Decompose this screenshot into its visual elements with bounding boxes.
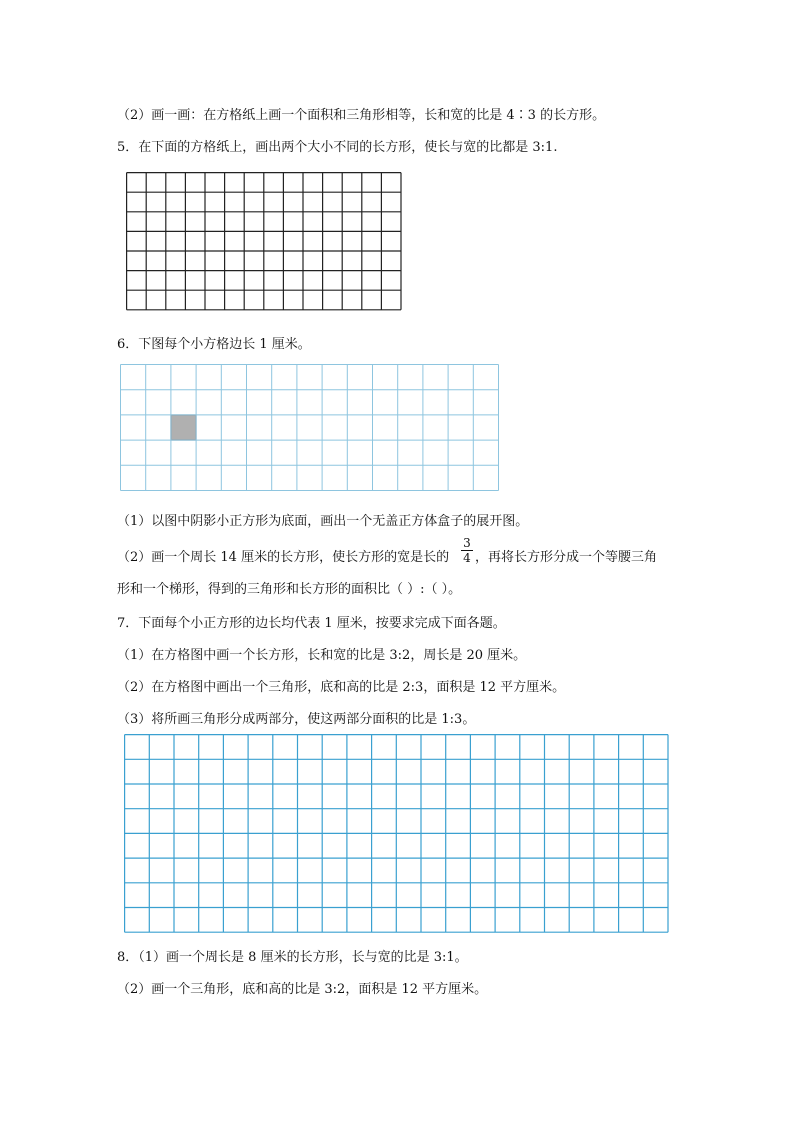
question-8-2-text: （2）画一个三角形，底和高的比是 3:2，面积是 12 平方厘米。 (117, 982, 488, 997)
question-4-2-text: （2）画一画：在方格纸上画一个面积和三角形相等，长和宽的比是 4∶3 的长方形。 (117, 108, 606, 123)
question-8-1-text: 8．（1）画一个周长是 8 厘米的长方形，长与宽的比是 3:1。 (117, 950, 468, 965)
grid-paper-q7[interactable] (124, 734, 670, 934)
question-6-text: 6．下图每个小方格边长 1 厘米。 (117, 337, 311, 352)
question-7-3-text: （3）将所画三角形分成两部分，使这两部分面积的比是 1:3。 (117, 712, 476, 727)
fraction-numerator: 3 (461, 537, 473, 551)
question-7-text: 7．下面每个小正方形的边长均代表 1 厘米，按要求完成下面各题。 (117, 616, 506, 631)
question-6-2-text-b: ，再将长方形分成一个等腰三角 (475, 550, 658, 565)
grid-paper-q5[interactable] (126, 172, 404, 313)
fraction-denominator: 4 (463, 551, 471, 565)
question-7-1-text: （1）在方格图中画一个长方形，长和宽的比是 3:2，周长是 20 厘米。 (117, 648, 527, 663)
shaded-square (171, 415, 196, 440)
question-5-text: 5．在下面的方格纸上，画出两个大小不同的长方形，使长与宽的比都是 3:1. (117, 140, 558, 155)
fraction-three-quarters (461, 537, 473, 564)
question-6-2-text-a: （2）画一个周长 14 厘米的长方形，使长方形的宽是长的 (117, 550, 450, 565)
question-6-1-text: （1）以图中阴影小正方形为底面，画出一个无盖正方体盒子的展开图。 (117, 514, 529, 529)
question-7-2-text: （2）在方格图中画出一个三角形，底和高的比是 2:3，面积是 12 平方厘米。 (117, 680, 566, 695)
question-6-2-text-c: 形和一个梯形，得到的三角形和长方形的面积比（ ）:（ ）。 (117, 582, 462, 597)
grid-paper-q6[interactable] (120, 364, 502, 492)
